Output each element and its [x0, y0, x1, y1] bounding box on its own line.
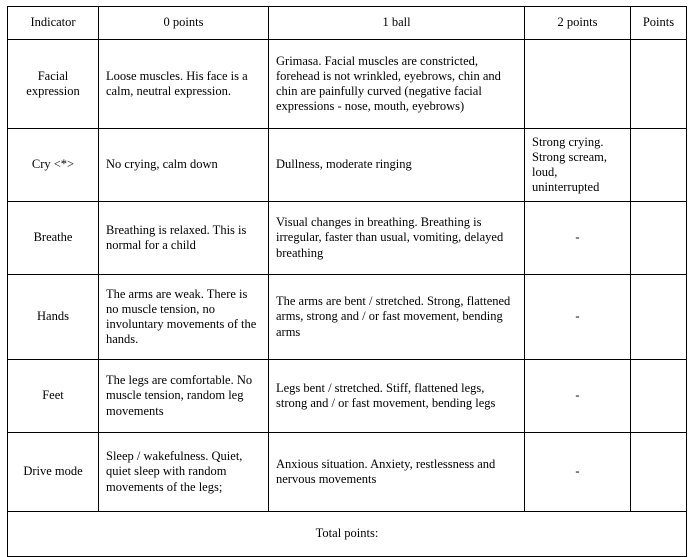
row-2-points: -: [525, 202, 631, 275]
row-points-cell[interactable]: [631, 40, 687, 129]
pain-scale-table: [7, 6, 687, 557]
column-header-indicator: Indicator: [8, 7, 99, 40]
row-points-cell[interactable]: [631, 275, 687, 360]
table-header: [8, 7, 687, 40]
table-row: [8, 360, 687, 433]
row-2-points: -: [525, 275, 631, 360]
table-row: [8, 129, 687, 202]
row-2-points: -: [525, 360, 631, 433]
row-points-cell[interactable]: [631, 433, 687, 512]
row-0-points: Sleep / wakefulness. Quiet, quiet sleep with random movements of the legs;: [99, 433, 269, 512]
row-0-points: Loose muscles. His face is a calm, neutral expression.: [99, 40, 269, 129]
row-0-points: The legs are comfortable. No muscle tension, random leg movements: [99, 360, 269, 433]
row-indicator: Feet: [8, 360, 99, 433]
row-1-ball: Dullness, moderate ringing: [269, 129, 525, 202]
row-1-ball: Grimasa. Facial muscles are constricted, forehead is not wrinkled, eyebrows, chin and chin are painfully curved (negative facial expressions - nose, mouth, eyebrows): [269, 40, 525, 129]
row-0-points: No crying, calm down: [99, 129, 269, 202]
row-points-cell[interactable]: [631, 360, 687, 433]
row-indicator: Hands: [8, 275, 99, 360]
row-2-points: -: [525, 433, 631, 512]
row-indicator: Cry <*>: [8, 129, 99, 202]
table-row: [8, 40, 687, 129]
row-indicator: Facial expression: [8, 40, 99, 129]
row-1-ball: The arms are bent / stretched. Strong, flattened arms, strong and / or fast movement, bending arms: [269, 275, 525, 360]
table-footer-row: [8, 512, 687, 557]
row-points-cell[interactable]: [631, 202, 687, 275]
column-header-0-points: 0 points: [99, 7, 269, 40]
row-2-points: [525, 40, 631, 129]
row-points-cell[interactable]: [631, 129, 687, 202]
column-header-1-ball: 1 ball: [269, 7, 525, 40]
row-1-ball: Legs bent / stretched. Stiff, flattened legs, strong and / or fast movement, bending legs: [269, 360, 525, 433]
row-0-points: Breathing is relaxed. This is normal for a child: [99, 202, 269, 275]
column-header-points: Points: [631, 7, 687, 40]
total-points-label: Total points:: [8, 512, 687, 557]
column-header-2-points: 2 points: [525, 7, 631, 40]
row-1-ball: Visual changes in breathing. Breathing is irregular, faster than usual, vomiting, delayed breathing: [269, 202, 525, 275]
table-row: [8, 275, 687, 360]
row-2-points: Strong crying. Strong scream, loud, uninterrupted: [525, 129, 631, 202]
table-body: [8, 40, 687, 557]
row-indicator: Breathe: [8, 202, 99, 275]
table-header-row: [8, 7, 687, 40]
row-indicator: Drive mode: [8, 433, 99, 512]
row-1-ball: Anxious situation. Anxiety, restlessness and nervous movements: [269, 433, 525, 512]
row-0-points: The arms are weak. There is no muscle tension, no involuntary movements of the hands.: [99, 275, 269, 360]
table-row: [8, 202, 687, 275]
table-row: [8, 433, 687, 512]
